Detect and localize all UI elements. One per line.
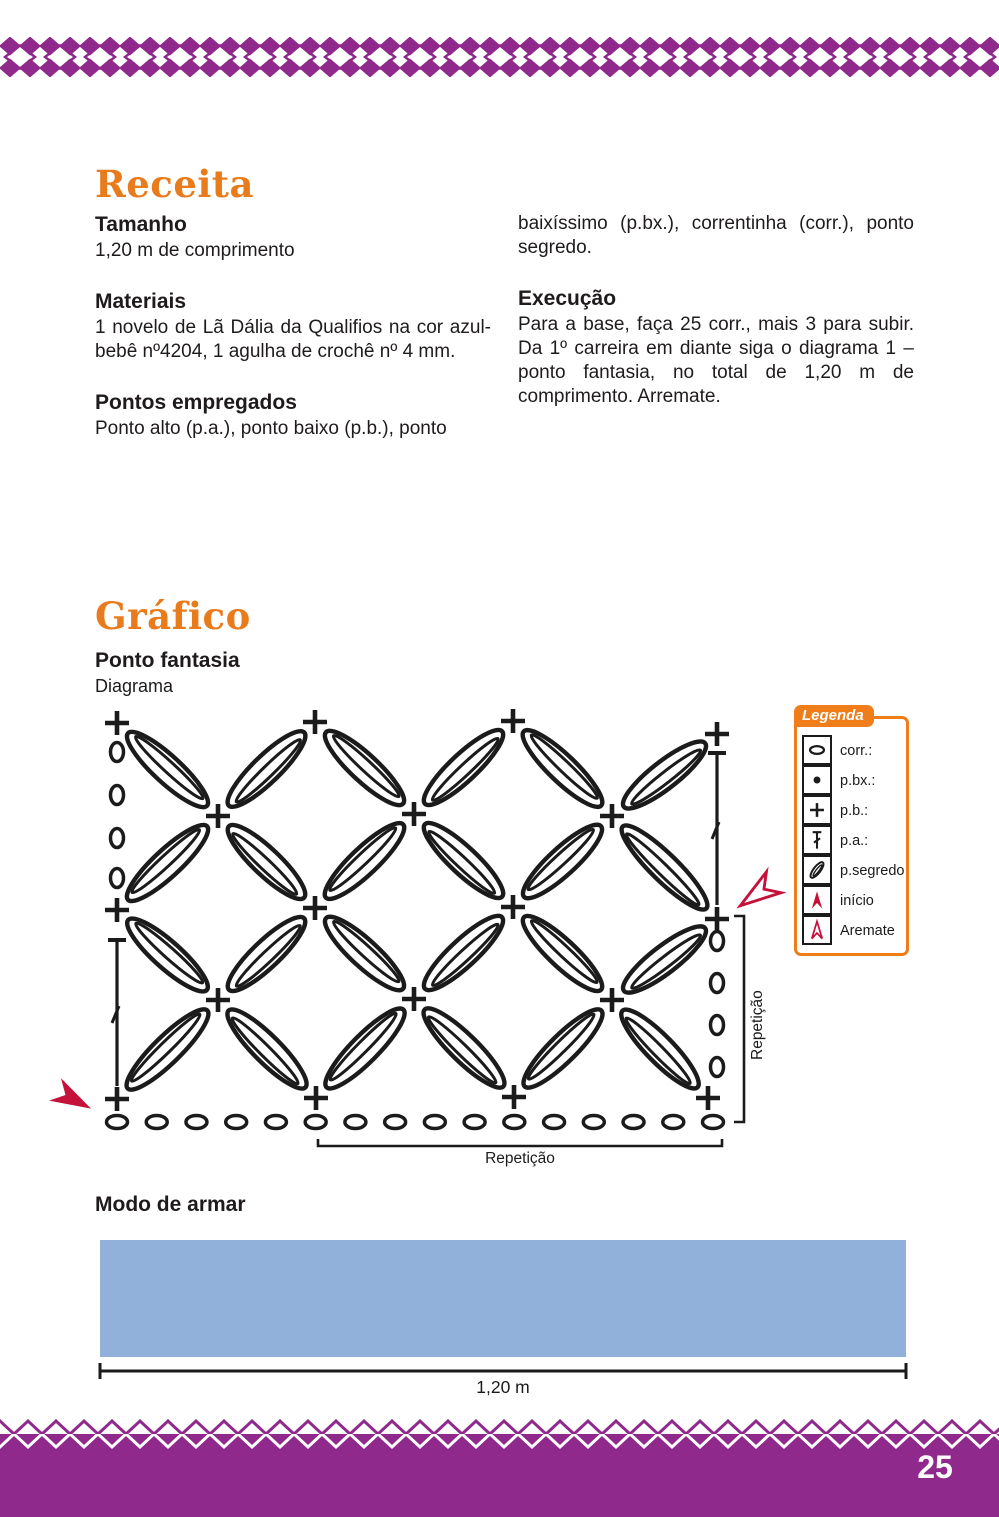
start-arrow-icon (802, 885, 832, 915)
crochet-diagram (40, 700, 790, 1180)
receita-title: Receita (95, 162, 254, 206)
legend-item (802, 916, 906, 946)
double-crochet-icon (802, 825, 832, 855)
start-arrow-icon (49, 1078, 97, 1120)
tamanho-body: 1,20 m de comprimento (95, 240, 295, 261)
repeat-label-vertical: Repetição (749, 990, 766, 1061)
materiais-section (95, 289, 491, 364)
legend-item-label: início (840, 893, 874, 909)
legend-item (802, 796, 906, 826)
legend-item (802, 826, 906, 856)
execucao-body: Para a base, faça 25 corr., mais 3 para subir. Da 1º carreira em diante siga o diagrama 1 – ponto fantasia, no total de 1,20 m de comprimento. Arremate. (518, 314, 914, 407)
legend-item-label: corr.: (840, 743, 873, 759)
legend-item-label: p.segredo (840, 863, 905, 879)
single-crochet-icon (802, 795, 832, 825)
recipe-right-column (518, 212, 914, 409)
modo-heading: Modo de armar (95, 1193, 246, 1216)
pontos-continuation: baixíssimo (p.bx.), correntinha (corr.), ponto segredo. (518, 213, 914, 258)
legend-item-label: p.bx.: (840, 773, 876, 789)
assembly-bar (100, 1240, 906, 1357)
legend-items (802, 736, 906, 946)
secret-stitch-icon (802, 855, 832, 885)
measurement-label: 1,20 m (476, 1377, 530, 1397)
page-number: 25 (917, 1449, 953, 1485)
legend-box (794, 707, 909, 956)
pontos-section (95, 390, 491, 441)
footer-border (0, 1415, 999, 1517)
legend-item (802, 856, 906, 886)
materiais-body: 1 novelo de Lã Dália da Qualifios na cor azul-bebê nº4204, 1 agulha de crochê nº 4 mm. (95, 317, 491, 362)
grafico-title: Gráfico (95, 594, 251, 638)
pontos-heading: Pontos empregados (95, 391, 297, 414)
finish-arrow-icon (733, 872, 781, 916)
legend-item-label: Aremate (840, 923, 895, 939)
slip-stitch-icon (802, 765, 832, 795)
tamanho-section (95, 212, 491, 263)
materiais-heading: Materiais (95, 290, 187, 313)
stitch-name: Ponto fantasia (95, 649, 240, 672)
tamanho-heading: Tamanho (95, 213, 187, 236)
finish-arrow-icon (802, 915, 832, 945)
repeat-label-horizontal: Repetição (485, 1150, 555, 1167)
chain-icon (802, 735, 832, 765)
legend-item-label: p.b.: (840, 803, 869, 819)
legend-item (802, 886, 906, 916)
execucao-heading: Execução (518, 287, 617, 310)
legend-item-label: p.a.: (840, 833, 869, 849)
execucao-section (518, 286, 914, 409)
legend-item (802, 736, 906, 766)
legend-item (802, 766, 906, 796)
top-border-ribbon (0, 37, 999, 77)
pontos-body: Ponto alto (p.a.), ponto baixo (p.b.), ponto (95, 418, 447, 439)
recipe-left-column (95, 212, 491, 441)
diagram-caption: Diagrama (95, 676, 174, 696)
legend-title: Legenda (794, 705, 874, 727)
